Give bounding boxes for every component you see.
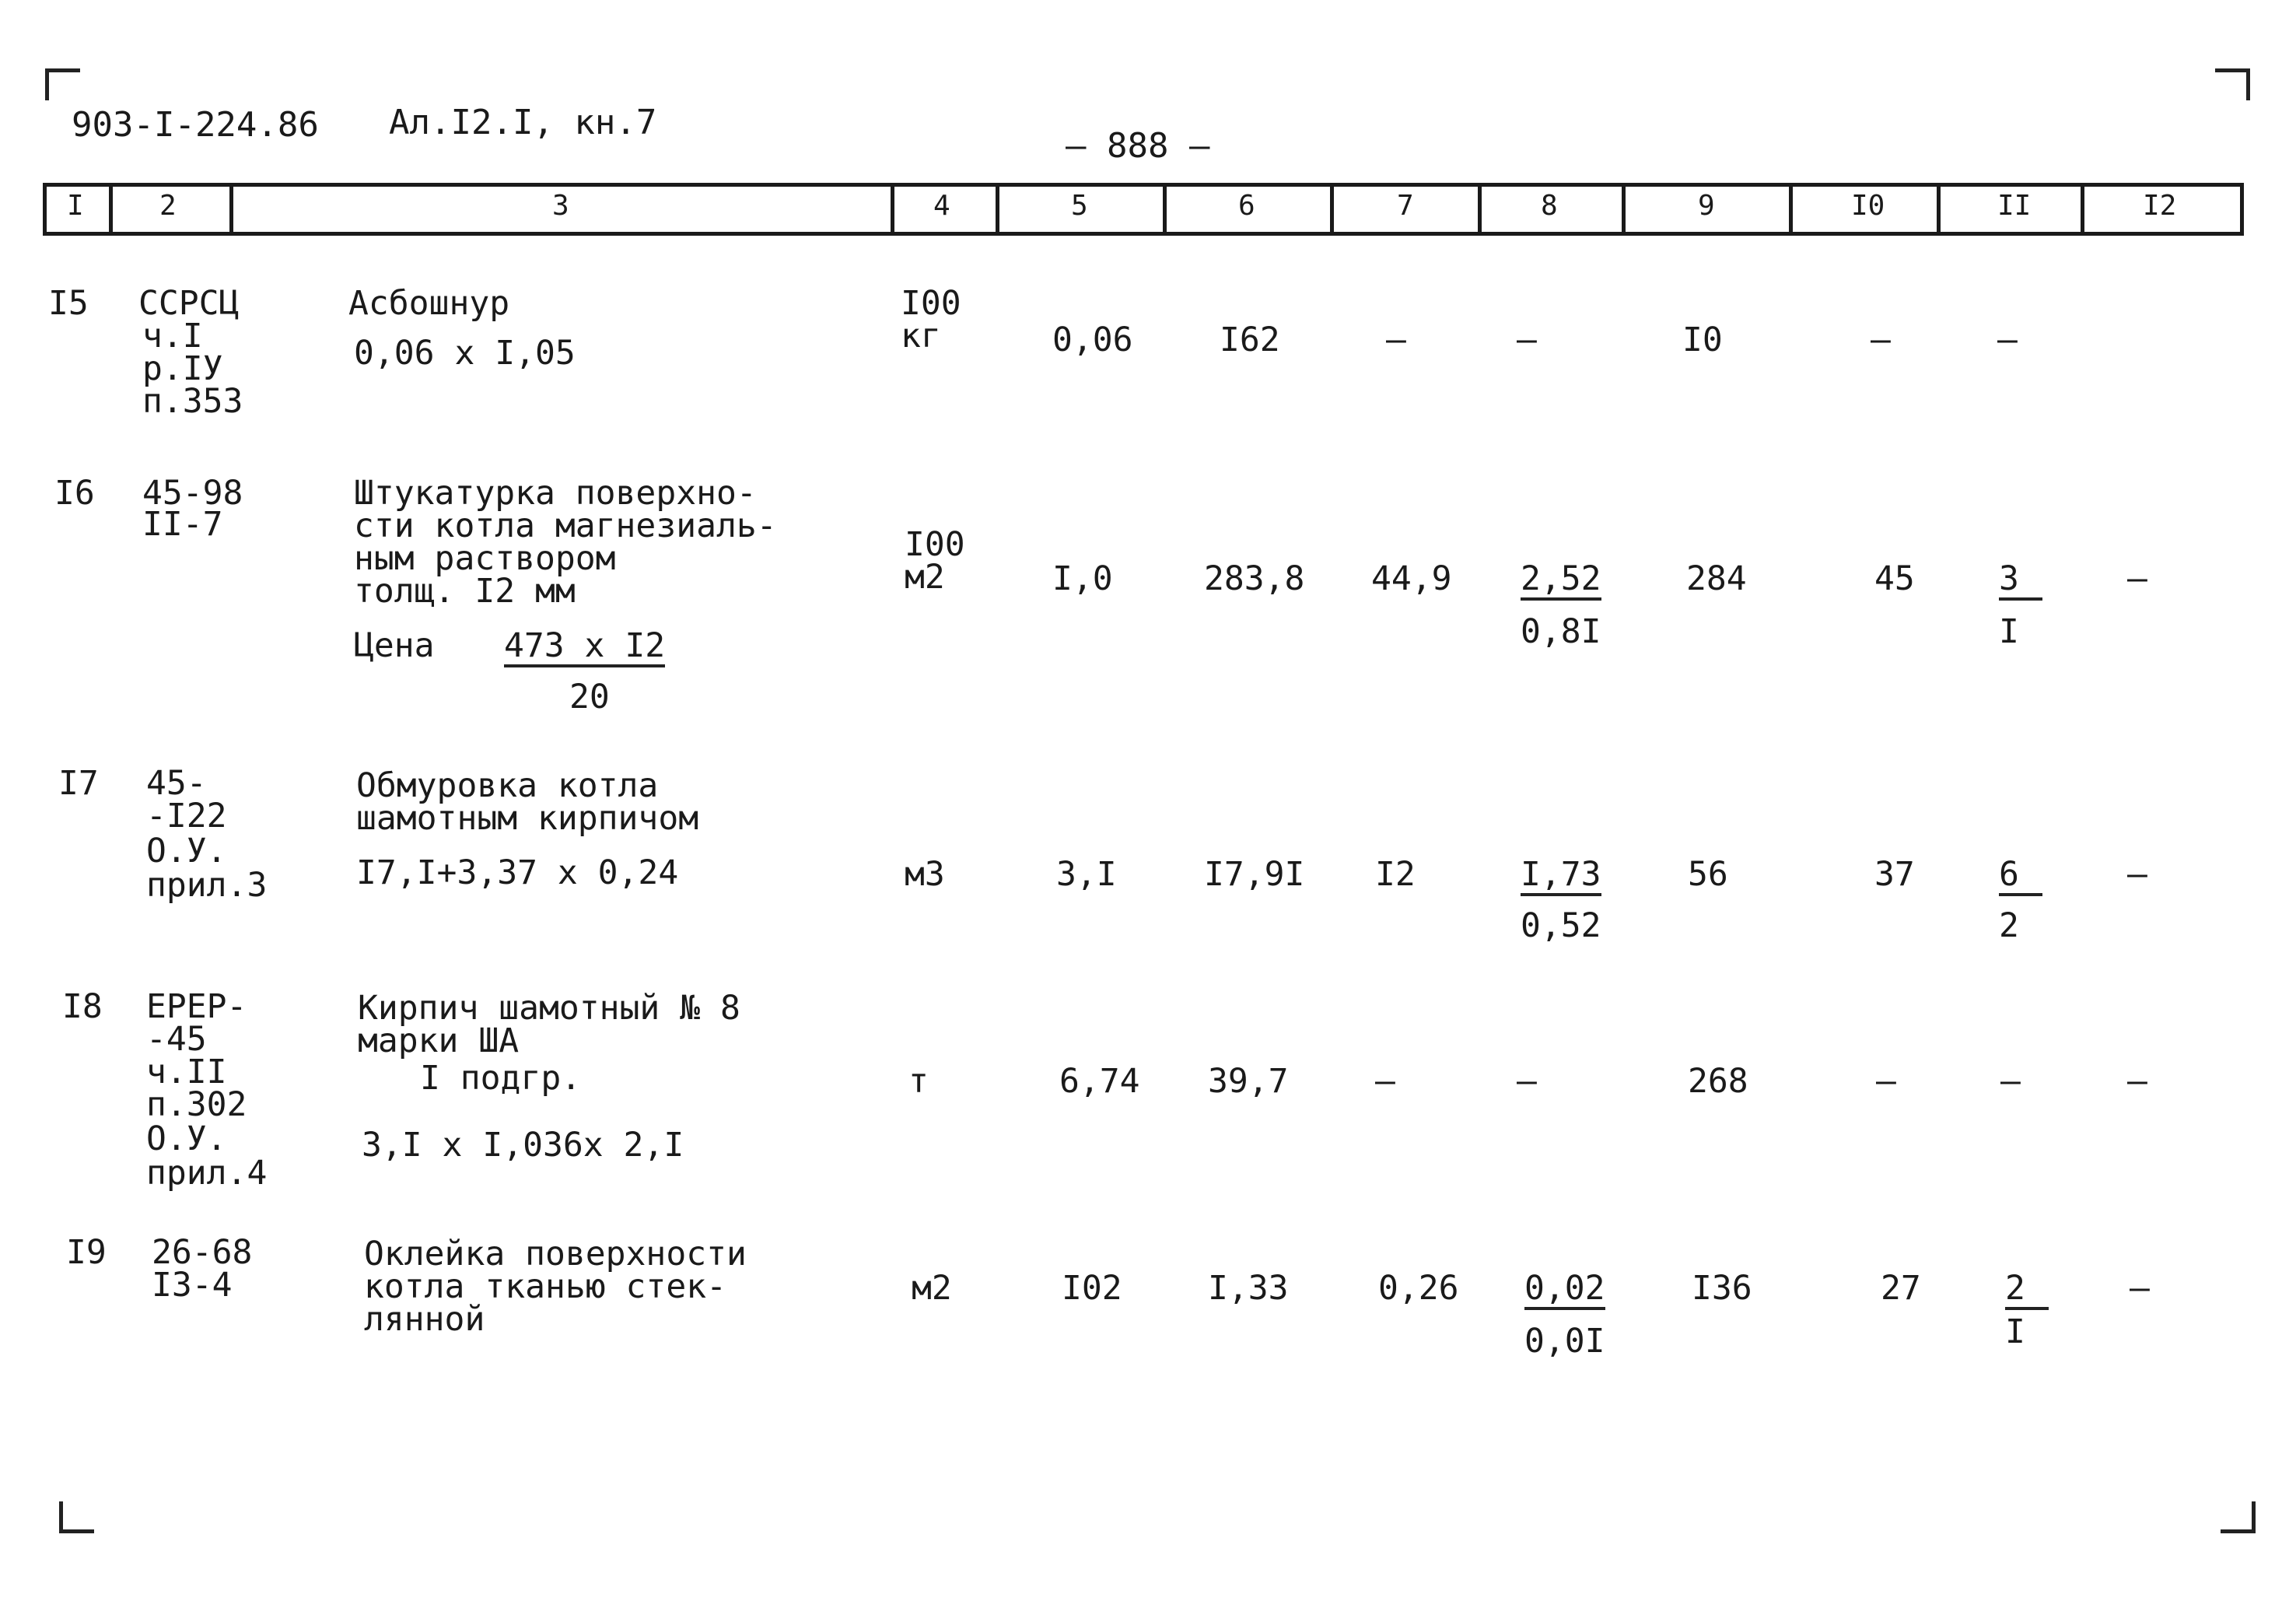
norm-code-line: 45-98 bbox=[142, 474, 243, 513]
unit-line: кг bbox=[901, 317, 941, 356]
unit-line: т bbox=[908, 1062, 929, 1101]
col-header-8: 8 bbox=[1541, 190, 1558, 222]
page-number: — 888 — bbox=[1066, 126, 1210, 166]
norm-code-line: ЕРЕР- bbox=[146, 987, 247, 1026]
cell-col12: – bbox=[2127, 855, 2147, 894]
description-line: I подгр. bbox=[420, 1059, 582, 1098]
col-header-11: II bbox=[1997, 190, 2032, 222]
description-line: 3,I x I,036x 2,I bbox=[362, 1126, 684, 1165]
description-line: Асбошнур bbox=[348, 284, 510, 323]
description-line: Кирпич шамотный № 8 bbox=[358, 989, 740, 1028]
cell-col8: – bbox=[1517, 321, 1537, 359]
col-header-2: 2 bbox=[159, 190, 177, 222]
cell-col6: I,33 bbox=[1208, 1269, 1289, 1308]
description-line: Оклейка поверхности bbox=[364, 1235, 747, 1273]
cell-col6: I7,9I bbox=[1204, 855, 1305, 894]
description-line: Обмуровка котла bbox=[356, 766, 659, 805]
description-line: марки ША bbox=[358, 1021, 520, 1060]
row-number: I6 bbox=[54, 474, 95, 513]
norm-code-line: -I22 bbox=[146, 797, 227, 836]
cell-col12: – bbox=[2127, 559, 2147, 598]
norm-code-line: О.У. bbox=[146, 832, 227, 871]
cell-col10: – bbox=[1876, 1062, 1896, 1101]
description-line: сти котла магнезиаль- bbox=[354, 506, 777, 545]
norm-code-line: прил.4 bbox=[146, 1154, 268, 1193]
cell-col11-top: 3 bbox=[1999, 562, 2042, 601]
unit-line: м2 bbox=[905, 558, 945, 597]
cell-col10: 27 bbox=[1881, 1269, 1921, 1308]
cell-col8-top: I,73 bbox=[1521, 857, 1601, 896]
corner-mark-bottom-left bbox=[59, 1501, 94, 1533]
unit-line: м3 bbox=[905, 855, 945, 894]
row-number: I7 bbox=[58, 764, 99, 803]
description-line: толщ. I2 мм bbox=[354, 572, 576, 611]
col-header-4: 4 bbox=[933, 190, 950, 222]
cell-col9: 284 bbox=[1686, 559, 1747, 598]
description-line: 0,06 x I,05 bbox=[354, 334, 576, 373]
cell-quantity: 0,06 bbox=[1052, 321, 1133, 359]
cell-col11: – bbox=[2000, 1062, 2021, 1101]
cell-col8: – bbox=[1517, 1062, 1537, 1101]
cell-col7: – bbox=[1386, 321, 1406, 359]
cell-col8-top: 2,52 bbox=[1521, 562, 1601, 601]
norm-code-line: ч.II bbox=[146, 1053, 227, 1091]
corner-mark-top-left bbox=[45, 68, 80, 100]
cell-col6: 283,8 bbox=[1204, 559, 1305, 598]
cell-col11-top: 6 bbox=[1999, 857, 2042, 896]
cell-col7: 44,9 bbox=[1371, 559, 1452, 598]
cell-quantity: I,0 bbox=[1052, 559, 1113, 598]
norm-code-line: ч.I bbox=[142, 317, 203, 356]
col-header-12: I2 bbox=[2143, 190, 2177, 222]
description-line: котла тканью стек- bbox=[364, 1267, 726, 1306]
cell-col9: 56 bbox=[1688, 855, 1728, 894]
description-line: лянной bbox=[364, 1300, 485, 1339]
norm-code-line: О.У. bbox=[146, 1119, 227, 1158]
norm-code-line: п.302 bbox=[146, 1085, 247, 1124]
unit-line: м2 bbox=[912, 1269, 952, 1308]
cell-quantity: 6,74 bbox=[1059, 1062, 1140, 1101]
norm-code-line: 45- bbox=[146, 764, 207, 803]
cell-col10: – bbox=[1871, 321, 1891, 359]
cell-col12: – bbox=[2130, 1269, 2150, 1308]
cell-col11: – bbox=[1997, 321, 2018, 359]
description-line: ным раствором bbox=[354, 539, 616, 578]
cell-col8-bottom: 0,8I bbox=[1521, 612, 1601, 651]
norm-code-line: п.353 bbox=[142, 382, 243, 421]
corner-mark-top-right bbox=[2215, 68, 2250, 100]
col-header-6: 6 bbox=[1238, 190, 1255, 222]
cell-col8-bottom: 0,52 bbox=[1521, 906, 1601, 945]
doc-code: 903-I-224.86 bbox=[72, 105, 319, 145]
row-number: I8 bbox=[62, 987, 103, 1026]
corner-mark-bottom-right bbox=[2221, 1501, 2256, 1533]
description-line: Штукатурка поверхно- bbox=[354, 474, 757, 513]
cell-quantity: 3,I bbox=[1056, 855, 1117, 894]
norm-code-line: ССРСЦ bbox=[138, 284, 240, 323]
col-header-3: 3 bbox=[552, 190, 569, 222]
album-reference: Ал.I2.I, кн.7 bbox=[389, 103, 657, 142]
col-header-9: 9 bbox=[1698, 190, 1715, 222]
norm-code-line: -45 bbox=[146, 1020, 207, 1059]
col-header-1: I bbox=[67, 190, 84, 222]
cell-col6: 39,7 bbox=[1208, 1062, 1289, 1101]
cell-col11-bottom: I bbox=[2005, 1312, 2025, 1351]
cell-col11-bottom: I bbox=[1999, 612, 2019, 651]
norm-code-line: р.IУ bbox=[142, 349, 223, 388]
cell-col10: 37 bbox=[1874, 855, 1915, 894]
col-header-7: 7 bbox=[1397, 190, 1414, 222]
cell-col8-bottom: 0,0I bbox=[1524, 1322, 1605, 1361]
cell-quantity: I02 bbox=[1062, 1269, 1122, 1308]
cell-col8-top: 0,02 bbox=[1524, 1271, 1605, 1310]
cell-col11-bottom: 2 bbox=[1999, 906, 2019, 945]
description-line: I7,I+3,37 x 0,24 bbox=[356, 853, 679, 892]
cell-col7: 0,26 bbox=[1378, 1269, 1459, 1308]
norm-code-line: 26-68 bbox=[152, 1233, 253, 1272]
cell-col9: I0 bbox=[1682, 321, 1723, 359]
col-header-10: I0 bbox=[1851, 190, 1885, 222]
col-header-5: 5 bbox=[1071, 190, 1088, 222]
cell-col7: – bbox=[1375, 1062, 1395, 1101]
cell-col6: I62 bbox=[1220, 321, 1280, 359]
row-number: I9 bbox=[66, 1233, 107, 1272]
row-number: I5 bbox=[48, 284, 89, 323]
cell-col12: – bbox=[2127, 1062, 2147, 1101]
unit-line: I00 bbox=[905, 525, 965, 564]
price-formula-numerator: 473 x I2 bbox=[504, 629, 665, 667]
cell-col9: I36 bbox=[1692, 1269, 1752, 1308]
norm-code-line: II-7 bbox=[142, 505, 223, 544]
cell-col11-top: 2 bbox=[2005, 1271, 2049, 1310]
cell-col7: I2 bbox=[1375, 855, 1416, 894]
description-line: шамотным кирпичом bbox=[356, 799, 699, 838]
norm-code-line: I3-4 bbox=[152, 1266, 233, 1305]
price-formula-denominator: 20 bbox=[569, 678, 610, 716]
norm-code-line: прил.3 bbox=[146, 866, 268, 905]
unit-line: I00 bbox=[901, 284, 961, 323]
cell-col10: 45 bbox=[1874, 559, 1915, 598]
cell-col9: 268 bbox=[1688, 1062, 1748, 1101]
price-label: Цена bbox=[354, 626, 435, 665]
